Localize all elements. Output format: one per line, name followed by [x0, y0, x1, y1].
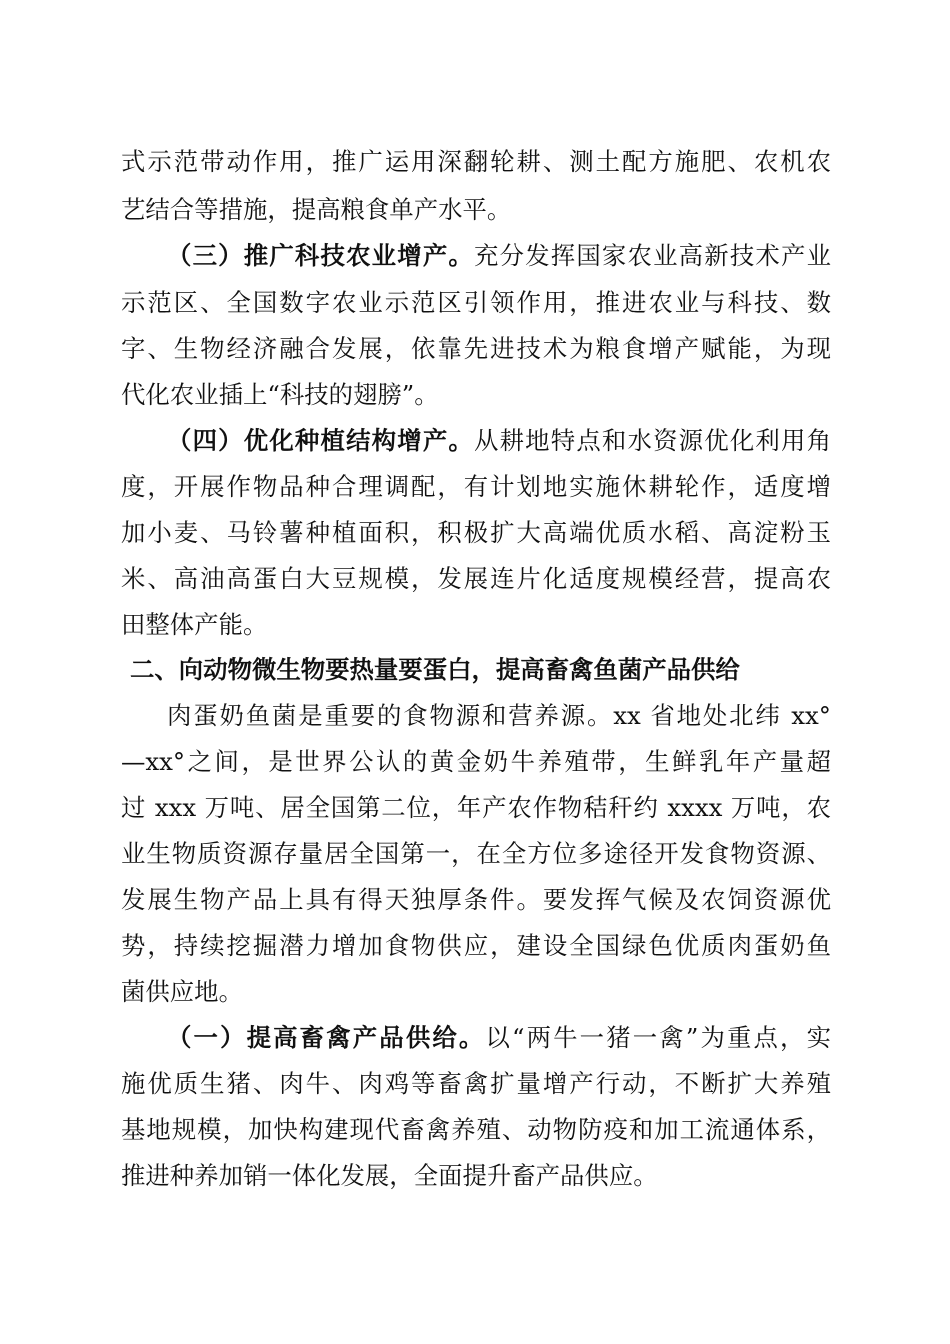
paragraph-line: 米、高油高蛋白大豆规模，发展连片化适度规模经营，提高农 [121, 564, 831, 593]
paragraph-line: 加小麦、马铃薯种植面积，积极扩大高端优质水稻、高淀粉玉 [121, 518, 831, 547]
item-1-heading: （一）提高畜禽产品供给。 [167, 1023, 486, 1052]
section-heading: 二、向动物微生物要热量要蛋白，提高畜禽鱼菌产品供给 [130, 655, 740, 684]
item-4-heading: （四）优化种植结构增产。 [167, 426, 474, 455]
paragraph-line: 字、生物经济融合发展，依靠先进技术为粮食增产赋能，为现 [121, 334, 831, 363]
paragraph-line: 代化农业插上“科技的翅膀”。 [121, 380, 439, 409]
item-3-heading: （三）推广科技农业增产。 [167, 241, 474, 270]
item-3-line [167, 232, 831, 280]
paragraph-line: 推进种养加销一体化发展，全面提升畜产品供应。 [121, 1161, 658, 1190]
item-3-text: 充分发挥国家农业高新技术产业 [474, 241, 831, 270]
paragraph-line: 式示范带动作用，推广运用深翻轮耕、测土配方施肥、农机农 [121, 147, 831, 176]
paragraph-line: —xx°之间，是世界公认的黄金奶牛养殖带，生鲜乳年产量超 [121, 747, 831, 776]
paragraph-line: 施优质生猪、肉牛、肉鸡等畜禽扩量增产行动，不断扩大养殖 [121, 1069, 831, 1098]
paragraph-line: 发展生物产品上具有得天独厚条件。要发挥气候及农饲资源优 [121, 885, 831, 914]
item-1-text: 以“两牛一猪一禽”为重点，实 [485, 1023, 831, 1052]
item-4-text: 从耕地特点和水资源优化利用角 [474, 426, 831, 455]
paragraph-line: 度，开展作物品种合理调配，有计划地实施休耕轮作，适度增 [121, 472, 831, 501]
paragraph-line: 基地规模，加快构建现代畜禽养殖、动物防疫和加工流通体系， [121, 1115, 831, 1144]
paragraph-line: 业生物质资源存量居全国第一，在全方位多途径开发食物资源、 [121, 839, 831, 868]
paragraph-line: 肉蛋奶鱼菌是重要的食物源和营养源。xx 省地处北纬 xx° [167, 701, 831, 730]
paragraph-line: 势，持续挖掘潜力增加食物供应，建设全国绿色优质肉蛋奶鱼 [121, 931, 831, 960]
paragraph-line: 示范区、全国数字农业示范区引领作用，推进农业与科技、数 [121, 288, 831, 317]
item-4-line [167, 417, 831, 465]
paragraph-line: 过 xxx 万吨、居全国第二位，年产农作物秸秆约 xxxx 万吨，农 [121, 793, 831, 822]
paragraph-line: 菌供应地。 [121, 977, 243, 1006]
item-1-line [167, 1014, 831, 1062]
paragraph-line: 田整体产能。 [121, 610, 268, 639]
paragraph-line: 艺结合等措施，提高粮食单产水平。 [121, 195, 512, 224]
